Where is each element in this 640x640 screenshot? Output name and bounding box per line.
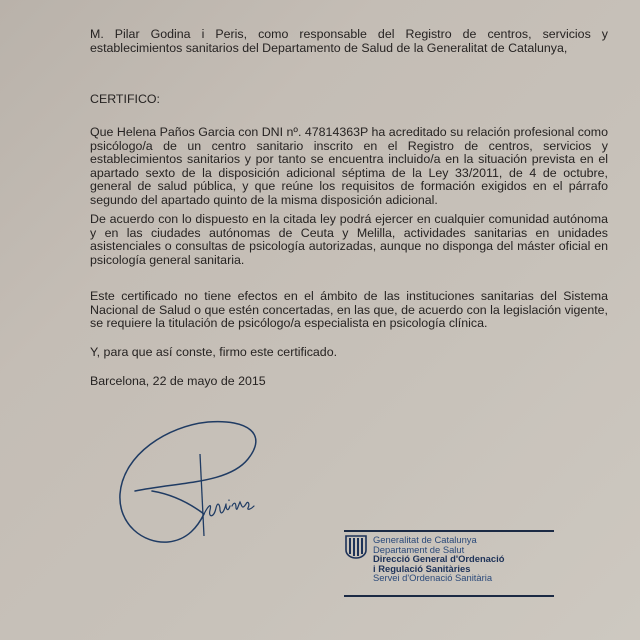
stamp-line-service: Servei d'Ordenació Sanitària: [373, 572, 493, 584]
signature: [108, 414, 278, 564]
stamp-line-regulation: i Regulació Sanitàries: [373, 562, 471, 574]
certifico-heading: CERTIFICO:: [90, 92, 160, 106]
signature-scribble-icon: [108, 414, 278, 564]
stamp-line-directorate: Direcció General d'Ordenació: [373, 553, 505, 565]
stamp-bottom-rule: [344, 595, 554, 597]
paragraph-accreditation: Que Helena Paños Garcia con DNI nº. 47814363P ha acreditado su relación profesional como psicólogo/a de un centro sanitario inscrito en el Registro de centros, servicios y establecimientos sanitarios y por tanto se encuentra incluido/a en la situación prevista en el apartado sexto de la disposición adicional séptima de la Ley 33/2011, de 4 de octubre, general de salud pública, y que reúne los requisitos de formación exigidos en el párrafo segundo del apartado quinto de la misma disposición adicional.: [90, 125, 608, 207]
stamp-text: [373, 535, 504, 583]
paragraph-limitations: Este certificado no tiene efectos en el ámbito de las instituciones sanitarias del Sistema Nacional de Salud o que estén concertadas, en las que, de acuerdo con la legislación vigente, se requiere la titulación de psicólogo/a especialista en psicología clínica.: [90, 289, 608, 331]
stamp-line-department: Departament de Salut: [373, 543, 465, 555]
paragraph-closing: Y, para que así conste, firmo este certificado.: [90, 345, 338, 359]
official-stamp: [340, 525, 570, 605]
intro-paragraph: M. Pilar Godina i Peris, como responsable del Registro de centros, servicios y establecimientos sanitarios del Departamento de Salud de la Generalitat de Catalunya,: [90, 27, 608, 55]
paragraph-scope: De acuerdo con lo dispuesto en la citada ley podrá ejercer en cualquier comunidad autónoma y en las ciudades autónomas de Ceuta y Melilla, actividades sanitarias en unidades asistenciales o consultas de psicología autorizadas, aunque no disponga del máster oficial en psicología general sanitaria.: [90, 212, 608, 267]
stamp-line-generalitat: Generalitat de Catalunya: [373, 534, 477, 545]
generalitat-logo-icon: [345, 535, 367, 559]
stamp-top-rule: [344, 530, 554, 532]
place-and-date: Barcelona, 22 de mayo de 2015: [90, 374, 266, 388]
